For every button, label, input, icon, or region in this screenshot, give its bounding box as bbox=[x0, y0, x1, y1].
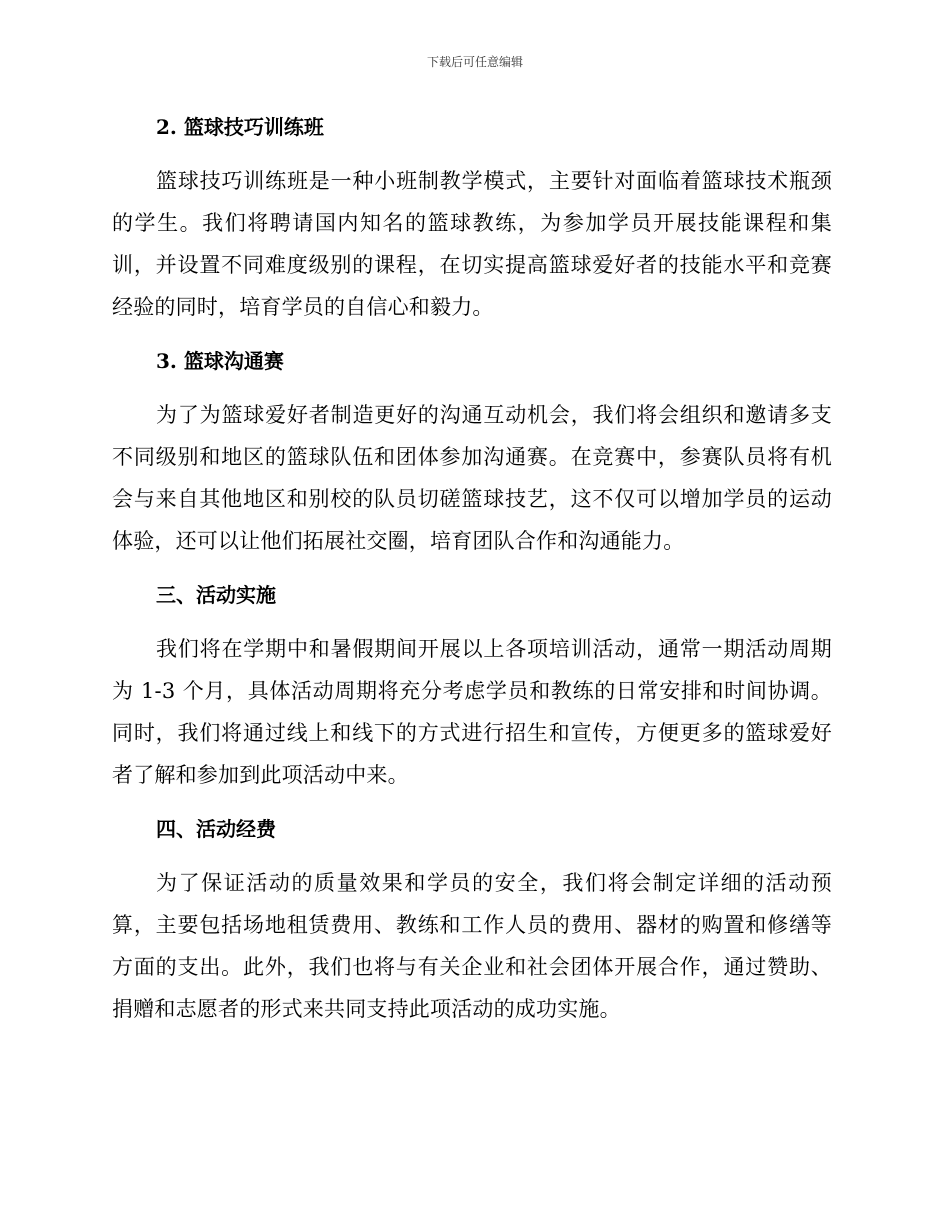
section-communication-match bbox=[112, 342, 832, 562]
section-paragraph: 我们将在学期中和暑假期间开展以上各项培训活动，通常一期活动周期为 1-3 个月，具体活动周期将充分考虑学员和教练的日常安排和时间协调。同时，我们将通过线上和线下的方式进行招生和宣传，方便更多的篮球爱好者了解和参加到此项活动中来。 bbox=[112, 637, 832, 787]
section-heading: 四、活动经费 bbox=[156, 817, 276, 841]
section-paragraph: 为了保证活动的质量效果和学员的安全，我们将会制定详细的活动预算，主要包括场地租赁费用、教练和工作人员的费用、器材的购置和修缮等方面的支出。此外，我们也将与有关企业和社会团体开展合作，通过赞助、捐赠和志愿者的形式来共同支持此项活动的成功实施。 bbox=[112, 871, 832, 1021]
header-note: 下载后可任意编辑 bbox=[426, 55, 523, 69]
document-body bbox=[112, 108, 832, 1044]
section-heading: 三、活动实施 bbox=[156, 583, 276, 607]
section-heading: 2. 篮球技巧训练班 bbox=[156, 115, 324, 139]
section-budget bbox=[112, 810, 832, 1030]
section-skills-class bbox=[112, 108, 832, 328]
section-implementation bbox=[112, 576, 832, 796]
section-heading: 3. 篮球沟通赛 bbox=[156, 349, 284, 373]
section-paragraph: 为了为篮球爱好者制造更好的沟通互动机会，我们将会组织和邀请多支不同级别和地区的篮球队伍和团体参加沟通赛。在竞赛中，参赛队员将有机会与来自其他地区和别校的队员切磋篮球技艺，这不仅可以增加学员的运动体验，还可以让他们拓展社交圈，培育团队合作和沟通能力。 bbox=[112, 403, 832, 553]
section-paragraph: 篮球技巧训练班是一种小班制教学模式，主要针对面临着篮球技术瓶颈的学生。我们将聘请国内知名的篮球教练，为参加学员开展技能课程和集训，并设置不同难度级别的课程，在切实提高篮球爱好者的技能水平和竞赛经验的同时，培育学员的自信心和毅力。 bbox=[112, 169, 832, 319]
